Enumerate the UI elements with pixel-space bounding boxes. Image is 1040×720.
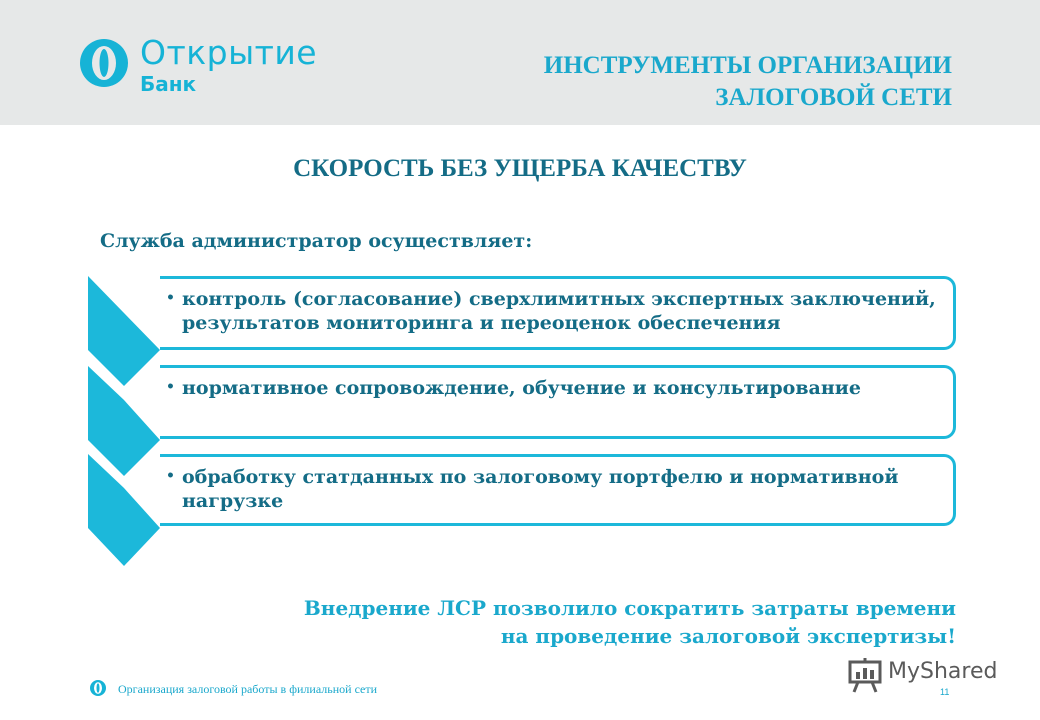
list-item-text: • контроль (согласование) сверхлимитных экспертных заключений, результатов мониторинга и переоценок обеспечения bbox=[182, 287, 942, 335]
list-item-text: • нормативное сопровождение, обучение и консультирование bbox=[182, 376, 942, 400]
bank-logo-icon bbox=[80, 39, 128, 87]
intro-text: Служба администратор осуществляет: bbox=[100, 230, 533, 252]
chevron-process-graphic bbox=[88, 276, 168, 568]
bank-logo-subtitle: Банк bbox=[140, 72, 197, 96]
header-bar bbox=[0, 0, 1040, 125]
watermark bbox=[846, 656, 1016, 696]
list-item-text: • обработку статданных по залоговому портфелю и нормативной нагрузке bbox=[182, 465, 942, 513]
presentation-board-icon bbox=[846, 656, 884, 694]
result-statement bbox=[196, 594, 956, 650]
watermark-text: MyShared bbox=[888, 659, 998, 684]
page-title bbox=[392, 50, 952, 114]
bank-logo-name: Открытие bbox=[140, 33, 318, 72]
list-item bbox=[160, 276, 956, 350]
list-item bbox=[160, 454, 956, 526]
bank-logo[interactable] bbox=[80, 35, 350, 95]
page-title-line1: ИНСТРУМЕНТЫ ОРГАНИЗАЦИИ bbox=[543, 52, 952, 79]
result-line2: на проведение залоговой экспертизы! bbox=[500, 624, 956, 648]
result-line1: Внедрение ЛСР позволило сократить затраты времени bbox=[303, 596, 956, 620]
chevron-arrow-1 bbox=[88, 276, 160, 386]
section-subtitle: СКОРОСТЬ БЕЗ УЩЕРБА КАЧЕСТВУ bbox=[293, 155, 747, 182]
list-item bbox=[160, 365, 956, 439]
page-number: 11 bbox=[940, 687, 950, 697]
footer-text: Организация залоговой работы в филиальной сети bbox=[118, 682, 378, 696]
footer-logo-icon bbox=[90, 680, 106, 696]
page-title-line2: ЗАЛОГОВОЙ СЕТИ bbox=[715, 84, 952, 111]
